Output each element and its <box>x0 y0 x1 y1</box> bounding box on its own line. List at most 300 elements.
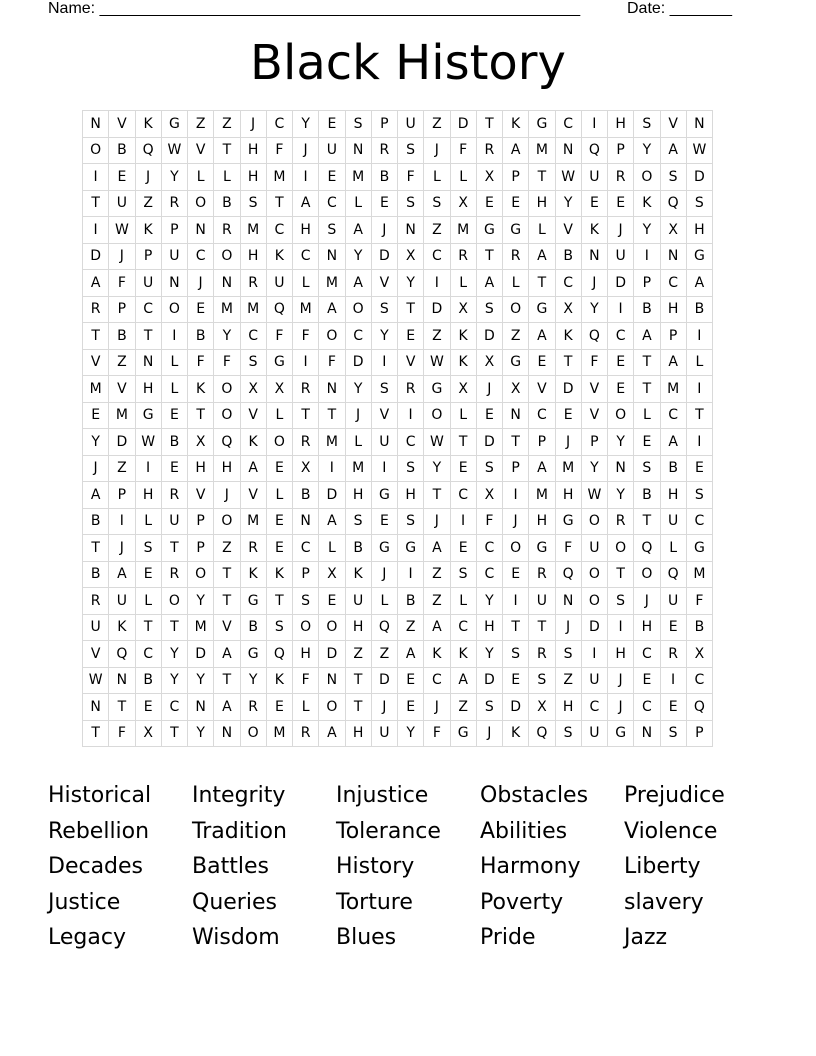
grid-cell[interactable]: S <box>266 614 292 641</box>
grid-cell[interactable]: S <box>398 455 424 482</box>
grid-cell[interactable]: Y <box>345 243 371 270</box>
grid-cell[interactable]: B <box>293 482 319 509</box>
grid-cell[interactable]: I <box>83 164 109 191</box>
grid-cell[interactable]: G <box>398 535 424 562</box>
grid-cell[interactable]: Z <box>450 694 476 721</box>
grid-cell[interactable]: B <box>398 588 424 615</box>
grid-cell[interactable]: P <box>161 217 187 244</box>
grid-cell[interactable]: N <box>555 588 581 615</box>
grid-cell[interactable]: O <box>634 164 660 191</box>
grid-cell[interactable]: J <box>424 694 450 721</box>
grid-cell[interactable]: Z <box>424 588 450 615</box>
grid-cell[interactable]: C <box>424 667 450 694</box>
grid-cell[interactable]: S <box>634 455 660 482</box>
grid-cell[interactable]: G <box>529 535 555 562</box>
grid-cell[interactable]: O <box>503 535 529 562</box>
grid-cell[interactable]: F <box>109 270 135 297</box>
grid-cell[interactable]: T <box>83 323 109 350</box>
grid-cell[interactable]: C <box>188 243 214 270</box>
grid-cell[interactable]: M <box>450 217 476 244</box>
grid-cell[interactable]: G <box>135 402 161 429</box>
grid-cell[interactable]: T <box>345 667 371 694</box>
grid-cell[interactable]: Q <box>266 296 292 323</box>
grid-cell[interactable]: K <box>135 111 161 138</box>
grid-cell[interactable]: E <box>686 455 712 482</box>
grid-cell[interactable]: J <box>503 508 529 535</box>
grid-cell[interactable]: A <box>476 270 502 297</box>
grid-cell[interactable]: O <box>581 508 607 535</box>
grid-cell[interactable]: Z <box>371 641 397 668</box>
date-field[interactable]: Date: _______ <box>627 0 732 17</box>
grid-cell[interactable]: V <box>581 402 607 429</box>
grid-cell[interactable]: E <box>503 561 529 588</box>
grid-cell[interactable]: C <box>450 614 476 641</box>
grid-cell[interactable]: P <box>371 111 397 138</box>
grid-cell[interactable]: U <box>581 164 607 191</box>
grid-cell[interactable]: C <box>529 402 555 429</box>
grid-cell[interactable]: E <box>266 508 292 535</box>
grid-cell[interactable]: A <box>450 667 476 694</box>
grid-cell[interactable]: B <box>135 667 161 694</box>
grid-cell[interactable]: M <box>109 402 135 429</box>
grid-cell[interactable]: Q <box>135 137 161 164</box>
grid-cell[interactable]: S <box>371 376 397 403</box>
grid-cell[interactable]: V <box>660 111 686 138</box>
grid-cell[interactable]: G <box>503 349 529 376</box>
grid-cell[interactable]: T <box>424 482 450 509</box>
grid-cell[interactable]: K <box>424 641 450 668</box>
grid-cell[interactable]: Q <box>266 641 292 668</box>
grid-cell[interactable]: X <box>476 164 502 191</box>
grid-cell[interactable]: X <box>398 243 424 270</box>
grid-cell[interactable]: E <box>371 508 397 535</box>
grid-cell[interactable]: J <box>109 243 135 270</box>
grid-cell[interactable]: T <box>450 429 476 456</box>
grid-cell[interactable]: I <box>135 455 161 482</box>
grid-cell[interactable]: R <box>529 641 555 668</box>
grid-cell[interactable]: E <box>503 190 529 217</box>
grid-cell[interactable]: U <box>135 270 161 297</box>
grid-cell[interactable]: M <box>345 455 371 482</box>
grid-cell[interactable]: Y <box>161 641 187 668</box>
grid-cell[interactable]: Y <box>581 455 607 482</box>
grid-cell[interactable]: E <box>634 429 660 456</box>
grid-cell[interactable]: X <box>293 455 319 482</box>
grid-cell[interactable]: Q <box>555 561 581 588</box>
grid-cell[interactable]: T <box>529 270 555 297</box>
grid-cell[interactable]: S <box>476 694 502 721</box>
grid-cell[interactable]: R <box>398 376 424 403</box>
grid-cell[interactable]: T <box>476 243 502 270</box>
grid-cell[interactable]: H <box>240 243 266 270</box>
grid-cell[interactable]: Q <box>660 190 686 217</box>
grid-cell[interactable]: S <box>608 588 634 615</box>
grid-cell[interactable]: U <box>161 508 187 535</box>
grid-cell[interactable]: E <box>319 111 345 138</box>
grid-cell[interactable]: L <box>371 588 397 615</box>
grid-cell[interactable]: I <box>581 111 607 138</box>
grid-cell[interactable]: R <box>450 243 476 270</box>
grid-cell[interactable]: H <box>476 614 502 641</box>
grid-cell[interactable]: Y <box>345 376 371 403</box>
grid-cell[interactable]: U <box>266 270 292 297</box>
grid-cell[interactable]: N <box>503 402 529 429</box>
grid-cell[interactable]: K <box>634 190 660 217</box>
grid-cell[interactable]: O <box>319 614 345 641</box>
grid-cell[interactable]: E <box>581 190 607 217</box>
grid-cell[interactable]: S <box>398 508 424 535</box>
grid-cell[interactable]: G <box>686 243 712 270</box>
grid-cell[interactable]: B <box>161 429 187 456</box>
grid-cell[interactable]: G <box>240 588 266 615</box>
grid-cell[interactable]: F <box>266 323 292 350</box>
grid-cell[interactable]: S <box>476 296 502 323</box>
grid-cell[interactable]: V <box>240 482 266 509</box>
grid-cell[interactable]: S <box>371 296 397 323</box>
grid-cell[interactable]: K <box>240 561 266 588</box>
grid-cell[interactable]: O <box>503 296 529 323</box>
grid-cell[interactable]: S <box>450 561 476 588</box>
grid-cell[interactable]: O <box>608 535 634 562</box>
grid-cell[interactable]: R <box>240 694 266 721</box>
grid-cell[interactable]: I <box>634 243 660 270</box>
grid-cell[interactable]: E <box>83 402 109 429</box>
grid-cell[interactable]: L <box>634 402 660 429</box>
grid-cell[interactable]: O <box>214 402 240 429</box>
grid-cell[interactable]: N <box>660 243 686 270</box>
grid-cell[interactable]: S <box>660 164 686 191</box>
grid-cell[interactable]: L <box>188 164 214 191</box>
grid-cell[interactable]: T <box>161 614 187 641</box>
grid-cell[interactable]: D <box>503 694 529 721</box>
grid-cell[interactable]: I <box>424 270 450 297</box>
grid-cell[interactable]: R <box>293 376 319 403</box>
grid-cell[interactable]: G <box>371 482 397 509</box>
grid-cell[interactable]: H <box>293 217 319 244</box>
grid-cell[interactable]: J <box>109 535 135 562</box>
grid-cell[interactable]: O <box>293 614 319 641</box>
grid-cell[interactable]: Z <box>109 349 135 376</box>
grid-cell[interactable]: N <box>686 111 712 138</box>
grid-cell[interactable]: M <box>660 376 686 403</box>
grid-cell[interactable]: J <box>555 429 581 456</box>
grid-cell[interactable]: Q <box>581 137 607 164</box>
grid-cell[interactable]: G <box>424 376 450 403</box>
grid-cell[interactable]: H <box>634 614 660 641</box>
grid-cell[interactable]: S <box>555 720 581 747</box>
grid-cell[interactable]: Q <box>214 429 240 456</box>
grid-cell[interactable]: C <box>319 190 345 217</box>
grid-cell[interactable]: J <box>83 455 109 482</box>
grid-cell[interactable]: I <box>450 508 476 535</box>
grid-cell[interactable]: T <box>266 190 292 217</box>
grid-cell[interactable]: E <box>266 694 292 721</box>
grid-cell[interactable]: F <box>293 667 319 694</box>
grid-cell[interactable]: F <box>293 323 319 350</box>
grid-cell[interactable]: Z <box>214 111 240 138</box>
grid-cell[interactable]: X <box>660 217 686 244</box>
grid-cell[interactable]: C <box>266 217 292 244</box>
grid-cell[interactable]: S <box>240 349 266 376</box>
grid-cell[interactable]: L <box>345 190 371 217</box>
grid-cell[interactable]: D <box>345 349 371 376</box>
grid-cell[interactable]: F <box>214 349 240 376</box>
grid-cell[interactable]: J <box>371 694 397 721</box>
grid-cell[interactable]: J <box>345 402 371 429</box>
grid-cell[interactable]: R <box>214 217 240 244</box>
grid-cell[interactable]: S <box>293 588 319 615</box>
grid-cell[interactable]: B <box>188 323 214 350</box>
grid-cell[interactable]: B <box>660 455 686 482</box>
grid-cell[interactable]: T <box>634 376 660 403</box>
grid-cell[interactable]: D <box>686 164 712 191</box>
grid-cell[interactable]: V <box>83 641 109 668</box>
grid-cell[interactable]: F <box>109 720 135 747</box>
grid-cell[interactable]: O <box>581 588 607 615</box>
grid-cell[interactable]: W <box>555 164 581 191</box>
grid-cell[interactable]: H <box>660 482 686 509</box>
grid-cell[interactable]: P <box>135 243 161 270</box>
grid-cell[interactable]: A <box>503 137 529 164</box>
grid-cell[interactable]: W <box>109 217 135 244</box>
grid-cell[interactable]: M <box>529 482 555 509</box>
grid-cell[interactable]: B <box>555 243 581 270</box>
grid-cell[interactable]: T <box>634 508 660 535</box>
grid-cell[interactable]: W <box>83 667 109 694</box>
grid-cell[interactable]: A <box>529 323 555 350</box>
grid-cell[interactable]: I <box>608 296 634 323</box>
grid-cell[interactable]: T <box>529 164 555 191</box>
grid-cell[interactable]: L <box>293 270 319 297</box>
grid-cell[interactable]: G <box>529 111 555 138</box>
grid-cell[interactable]: N <box>398 217 424 244</box>
grid-cell[interactable]: D <box>83 243 109 270</box>
grid-cell[interactable]: H <box>608 641 634 668</box>
grid-cell[interactable]: J <box>371 561 397 588</box>
grid-cell[interactable]: K <box>503 111 529 138</box>
grid-cell[interactable]: J <box>608 217 634 244</box>
grid-cell[interactable]: H <box>660 296 686 323</box>
grid-cell[interactable]: M <box>293 296 319 323</box>
grid-cell[interactable]: Z <box>109 455 135 482</box>
grid-cell[interactable]: R <box>240 535 266 562</box>
grid-cell[interactable]: E <box>660 614 686 641</box>
grid-cell[interactable]: A <box>686 270 712 297</box>
grid-cell[interactable]: T <box>398 296 424 323</box>
grid-cell[interactable]: R <box>240 270 266 297</box>
grid-cell[interactable]: S <box>686 482 712 509</box>
grid-cell[interactable]: D <box>424 296 450 323</box>
grid-cell[interactable]: S <box>240 190 266 217</box>
grid-cell[interactable]: O <box>214 243 240 270</box>
grid-cell[interactable]: P <box>503 455 529 482</box>
grid-cell[interactable]: T <box>214 137 240 164</box>
grid-cell[interactable]: L <box>266 402 292 429</box>
grid-cell[interactable]: D <box>319 641 345 668</box>
grid-cell[interactable]: C <box>135 641 161 668</box>
grid-cell[interactable]: J <box>581 270 607 297</box>
grid-cell[interactable]: T <box>266 588 292 615</box>
grid-cell[interactable]: H <box>529 190 555 217</box>
grid-cell[interactable]: M <box>319 429 345 456</box>
grid-cell[interactable]: H <box>240 164 266 191</box>
grid-cell[interactable]: L <box>450 402 476 429</box>
grid-cell[interactable]: L <box>450 588 476 615</box>
grid-cell[interactable]: T <box>161 720 187 747</box>
grid-cell[interactable]: U <box>581 667 607 694</box>
grid-cell[interactable]: H <box>398 482 424 509</box>
grid-cell[interactable]: A <box>319 296 345 323</box>
grid-cell[interactable]: R <box>161 190 187 217</box>
grid-cell[interactable]: N <box>555 137 581 164</box>
grid-cell[interactable]: J <box>608 694 634 721</box>
grid-cell[interactable]: M <box>214 296 240 323</box>
grid-cell[interactable]: Z <box>345 641 371 668</box>
grid-cell[interactable]: D <box>109 429 135 456</box>
grid-cell[interactable]: L <box>293 694 319 721</box>
grid-cell[interactable]: C <box>660 402 686 429</box>
grid-cell[interactable]: Z <box>135 190 161 217</box>
grid-cell[interactable]: P <box>293 561 319 588</box>
grid-cell[interactable]: E <box>319 164 345 191</box>
grid-cell[interactable]: L <box>214 164 240 191</box>
grid-cell[interactable]: X <box>266 376 292 403</box>
grid-cell[interactable]: L <box>424 164 450 191</box>
grid-cell[interactable]: L <box>660 535 686 562</box>
grid-cell[interactable]: N <box>214 720 240 747</box>
grid-cell[interactable]: T <box>214 588 240 615</box>
grid-cell[interactable]: U <box>161 243 187 270</box>
grid-cell[interactable]: E <box>608 376 634 403</box>
grid-cell[interactable]: G <box>529 296 555 323</box>
grid-cell[interactable]: X <box>555 296 581 323</box>
grid-cell[interactable]: E <box>608 349 634 376</box>
grid-cell[interactable]: S <box>398 190 424 217</box>
grid-cell[interactable]: Z <box>398 614 424 641</box>
grid-cell[interactable]: T <box>503 429 529 456</box>
grid-cell[interactable]: D <box>319 482 345 509</box>
grid-cell[interactable]: E <box>555 402 581 429</box>
grid-cell[interactable]: K <box>450 641 476 668</box>
grid-cell[interactable]: L <box>266 482 292 509</box>
grid-cell[interactable]: K <box>450 349 476 376</box>
grid-cell[interactable]: M <box>240 508 266 535</box>
grid-cell[interactable]: Z <box>424 561 450 588</box>
grid-cell[interactable]: K <box>345 561 371 588</box>
grid-cell[interactable]: A <box>240 455 266 482</box>
grid-cell[interactable]: X <box>476 349 502 376</box>
grid-cell[interactable]: S <box>686 190 712 217</box>
grid-cell[interactable]: B <box>109 137 135 164</box>
grid-cell[interactable]: J <box>293 137 319 164</box>
grid-cell[interactable]: T <box>83 720 109 747</box>
grid-cell[interactable]: B <box>371 164 397 191</box>
grid-cell[interactable]: C <box>345 323 371 350</box>
grid-cell[interactable]: J <box>634 588 660 615</box>
grid-cell[interactable]: C <box>240 323 266 350</box>
grid-cell[interactable]: E <box>476 402 502 429</box>
grid-cell[interactable]: C <box>161 694 187 721</box>
grid-cell[interactable]: T <box>634 349 660 376</box>
grid-cell[interactable]: W <box>581 482 607 509</box>
grid-cell[interactable]: R <box>161 561 187 588</box>
grid-cell[interactable]: X <box>450 376 476 403</box>
grid-cell[interactable]: Y <box>188 667 214 694</box>
grid-cell[interactable]: C <box>135 296 161 323</box>
grid-cell[interactable]: V <box>581 376 607 403</box>
grid-cell[interactable]: J <box>214 482 240 509</box>
grid-cell[interactable]: Q <box>529 720 555 747</box>
grid-cell[interactable]: X <box>135 720 161 747</box>
grid-cell[interactable]: E <box>450 455 476 482</box>
grid-cell[interactable]: N <box>319 667 345 694</box>
grid-cell[interactable]: B <box>240 614 266 641</box>
grid-cell[interactable]: H <box>240 137 266 164</box>
grid-cell[interactable]: E <box>319 588 345 615</box>
grid-cell[interactable]: N <box>319 243 345 270</box>
grid-cell[interactable]: B <box>345 535 371 562</box>
grid-cell[interactable]: Y <box>161 667 187 694</box>
grid-cell[interactable]: I <box>686 323 712 350</box>
grid-cell[interactable]: S <box>398 137 424 164</box>
grid-cell[interactable]: O <box>634 561 660 588</box>
grid-cell[interactable]: D <box>476 429 502 456</box>
grid-cell[interactable]: G <box>240 641 266 668</box>
grid-cell[interactable]: G <box>555 508 581 535</box>
grid-cell[interactable]: F <box>581 349 607 376</box>
grid-cell[interactable]: M <box>345 164 371 191</box>
grid-cell[interactable]: S <box>476 455 502 482</box>
grid-cell[interactable]: N <box>319 376 345 403</box>
grid-cell[interactable]: Q <box>660 561 686 588</box>
grid-cell[interactable]: F <box>450 137 476 164</box>
grid-cell[interactable]: P <box>608 137 634 164</box>
grid-cell[interactable]: S <box>634 111 660 138</box>
grid-cell[interactable]: M <box>555 455 581 482</box>
grid-cell[interactable]: L <box>686 349 712 376</box>
grid-cell[interactable]: D <box>608 270 634 297</box>
grid-cell[interactable]: A <box>424 614 450 641</box>
grid-cell[interactable]: S <box>660 720 686 747</box>
grid-cell[interactable]: P <box>188 508 214 535</box>
grid-cell[interactable]: T <box>214 667 240 694</box>
grid-cell[interactable]: Q <box>634 535 660 562</box>
grid-cell[interactable]: W <box>424 349 450 376</box>
grid-cell[interactable]: F <box>266 137 292 164</box>
grid-cell[interactable]: U <box>608 243 634 270</box>
grid-cell[interactable]: U <box>319 137 345 164</box>
grid-cell[interactable]: S <box>345 111 371 138</box>
grid-cell[interactable]: A <box>214 694 240 721</box>
grid-cell[interactable]: E <box>398 667 424 694</box>
grid-cell[interactable]: I <box>371 349 397 376</box>
grid-cell[interactable]: B <box>686 614 712 641</box>
grid-cell[interactable]: W <box>135 429 161 456</box>
grid-cell[interactable]: U <box>660 588 686 615</box>
grid-cell[interactable]: N <box>581 243 607 270</box>
grid-cell[interactable]: U <box>371 720 397 747</box>
grid-cell[interactable]: D <box>476 323 502 350</box>
grid-cell[interactable]: A <box>83 270 109 297</box>
grid-cell[interactable]: Z <box>503 323 529 350</box>
grid-cell[interactable]: G <box>608 720 634 747</box>
grid-cell[interactable]: B <box>109 323 135 350</box>
grid-cell[interactable]: N <box>214 270 240 297</box>
grid-cell[interactable]: T <box>529 614 555 641</box>
grid-cell[interactable]: C <box>555 270 581 297</box>
grid-cell[interactable]: X <box>319 561 345 588</box>
grid-cell[interactable]: R <box>161 482 187 509</box>
